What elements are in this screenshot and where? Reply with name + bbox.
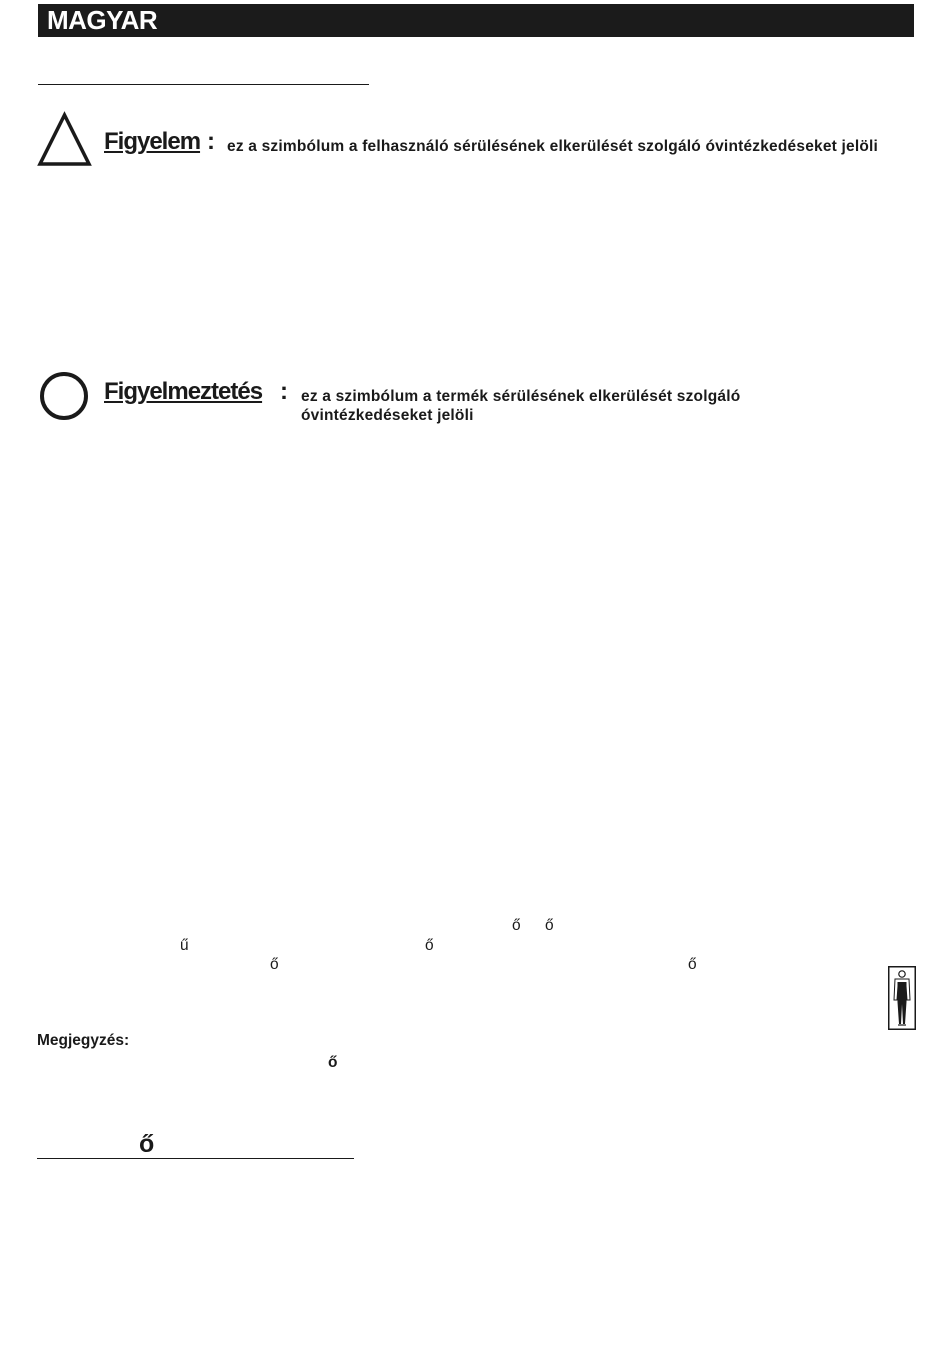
language-header-bar — [38, 4, 914, 37]
glyph-fragment: ő — [270, 956, 279, 973]
note-label: Megjegyzés: — [37, 1032, 130, 1049]
caution-description: ez a szimbólum a felhasználó sérülésének elkerülését szolgáló óvintézkedéseket jelöli — [227, 138, 879, 155]
section-heading-glyph: ő — [139, 1130, 155, 1158]
warning-triangle-icon — [37, 111, 92, 167]
caution-colon: : — [207, 128, 215, 155]
glyph-fragment: ő — [425, 937, 434, 954]
standing-person-icon — [888, 966, 916, 1030]
circle-icon — [39, 371, 91, 423]
glyph-fragment: ő — [545, 917, 554, 934]
glyph-fragment: ő — [512, 917, 521, 934]
warning-description: ez a szimbólum a termék sérülésének elkerülését szolgáló óvintézkedéseket jelöli — [301, 388, 741, 424]
warning-colon: : — [280, 378, 288, 405]
top-divider — [38, 84, 369, 85]
language-title: MAGYAR — [47, 5, 158, 35]
warning-heading: Figyelmeztetés — [104, 378, 263, 405]
glyph-fragment: ű — [180, 937, 189, 954]
section-divider — [37, 1158, 354, 1159]
caution-heading: Figyelem — [104, 128, 201, 155]
note-glyph: ő — [328, 1054, 338, 1071]
glyph-fragment: ő — [688, 956, 697, 973]
